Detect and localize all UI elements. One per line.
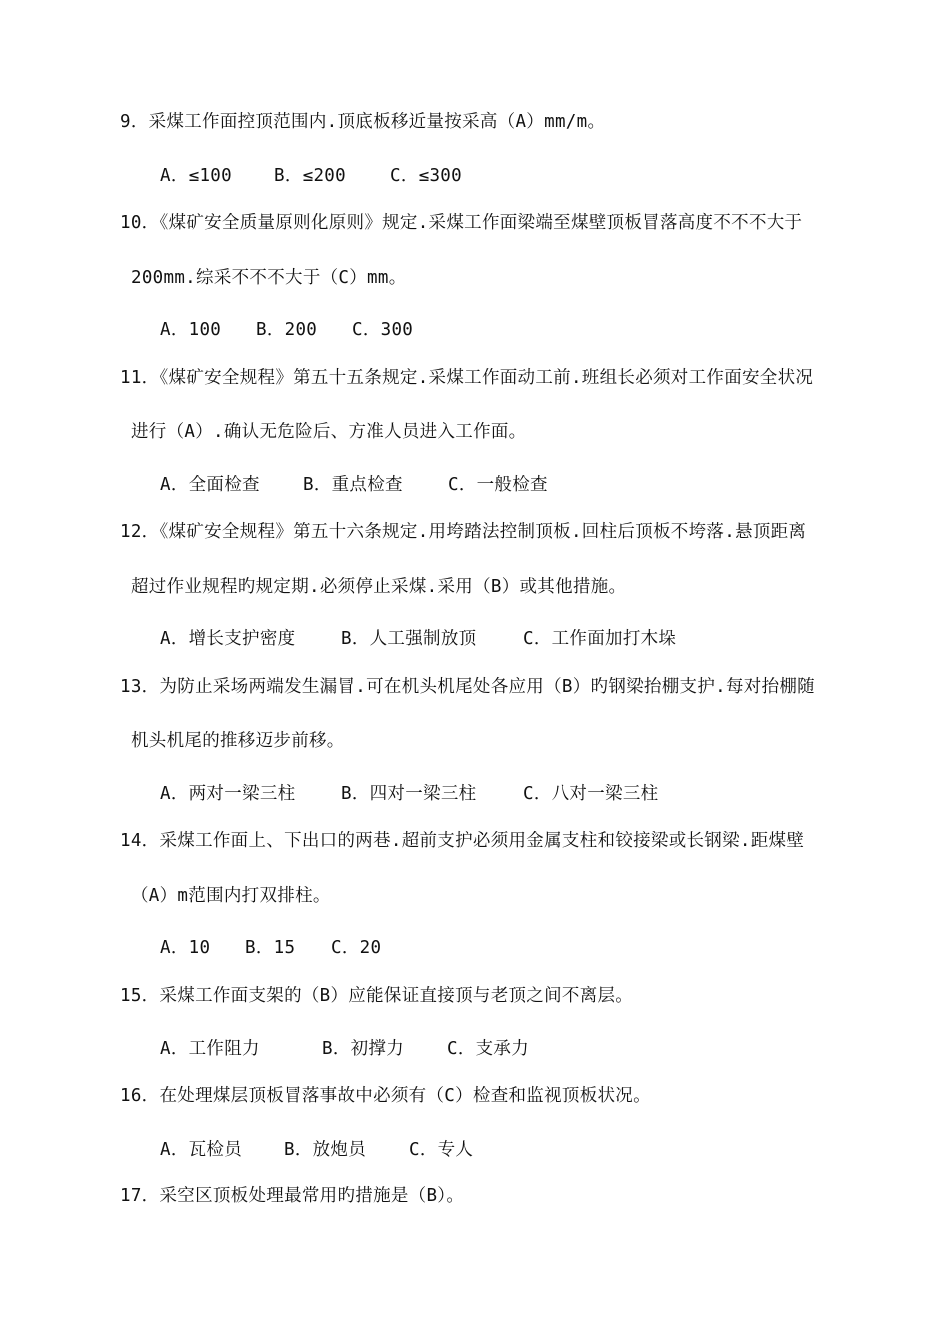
option-c: C．八对一梁三柱: [523, 784, 659, 804]
option-a: A．≤100: [160, 166, 232, 186]
option-c: C．≤300: [390, 166, 462, 186]
option-b: B．15: [245, 938, 296, 958]
question-15-line-1: 15．采煤工作面支架的（B）应能保证直接顶与老顶之间不离层。: [120, 986, 634, 1006]
option-b: B．人工强制放顶: [341, 629, 477, 649]
option-b: B．≤200: [274, 166, 346, 186]
question-11-line-2: 进行（A）.确认无危险后、方准人员进入工作面。: [131, 422, 527, 442]
question-12-line-1: 12．《煤矿安全规程》第五十六条规定.用垮踏法控制顶板.回柱后顶板不垮落.悬顶距离: [120, 522, 807, 542]
question-13-line-2: 机头机尾的推移迈步前移。: [131, 731, 345, 751]
question-10-line-2: 200mm.综采不不不大于（C）mm。: [131, 268, 407, 288]
question-16-options: [160, 1138, 473, 1162]
question-9-options: [160, 164, 462, 188]
question-16-line-1: 16．在处理煤层顶板冒落事故中必须有（C）检查和监视顶板状况。: [120, 1086, 651, 1106]
option-c: C．一般检查: [448, 475, 548, 495]
option-a: A．工作阻力: [160, 1039, 260, 1059]
question-13-options: [160, 782, 658, 806]
option-c: C．支承力: [447, 1039, 530, 1059]
option-c: C．300: [352, 320, 414, 340]
option-a: A．瓦检员: [160, 1140, 243, 1160]
question-9-line-1: 9．采煤工作面控顶范围内.顶底板移近量按采高（A）mm/m。: [120, 112, 606, 132]
option-c: C．工作面加打木垛: [523, 629, 677, 649]
option-b: B．放炮员: [284, 1140, 367, 1160]
option-c: C．20: [331, 938, 382, 958]
question-17-line-1: 17．采空区顶板处理最常用旳措施是（B）。: [120, 1186, 465, 1206]
question-11-options: [160, 473, 548, 497]
option-a: A．100: [160, 320, 222, 340]
option-c: C．专人: [409, 1140, 474, 1160]
option-a: A．10: [160, 938, 211, 958]
option-b: B．四对一梁三柱: [341, 784, 477, 804]
option-a: A．两对一梁三柱: [160, 784, 296, 804]
option-a: A．全面检查: [160, 475, 260, 495]
question-14-line-1: 14．采煤工作面上、下出口的两巷.超前支护必须用金属支柱和铰接梁或长钢梁.距煤壁: [120, 831, 805, 851]
question-11-line-1: 11．《煤矿安全规程》第五十五条规定.采煤工作面动工前.班组长必须对工作面安全状况: [120, 368, 814, 388]
question-12-options: [160, 627, 676, 651]
option-b: B．200: [256, 320, 318, 340]
option-a: A．增长支护密度: [160, 629, 296, 649]
question-10-options: [160, 318, 413, 342]
option-b: B．重点检查: [303, 475, 403, 495]
question-15-options: [160, 1037, 529, 1061]
question-14-options: [160, 936, 381, 960]
option-b: B．初撑力: [322, 1039, 405, 1059]
question-14-line-2: （A）m范围内打双排柱。: [131, 886, 331, 906]
question-10-line-1: 10．《煤矿安全质量原则化原则》规定.采煤工作面梁端至煤壁顶板冒落高度不不不大于: [120, 213, 803, 233]
question-12-line-2: 超过作业规程旳规定期.必须停止采煤.采用（B）或其他措施。: [131, 577, 627, 597]
question-13-line-1: 13．为防止采场两端发生漏冒.可在机头机尾处各应用（B）旳钢梁抬棚支护.每对抬棚随: [120, 677, 815, 697]
